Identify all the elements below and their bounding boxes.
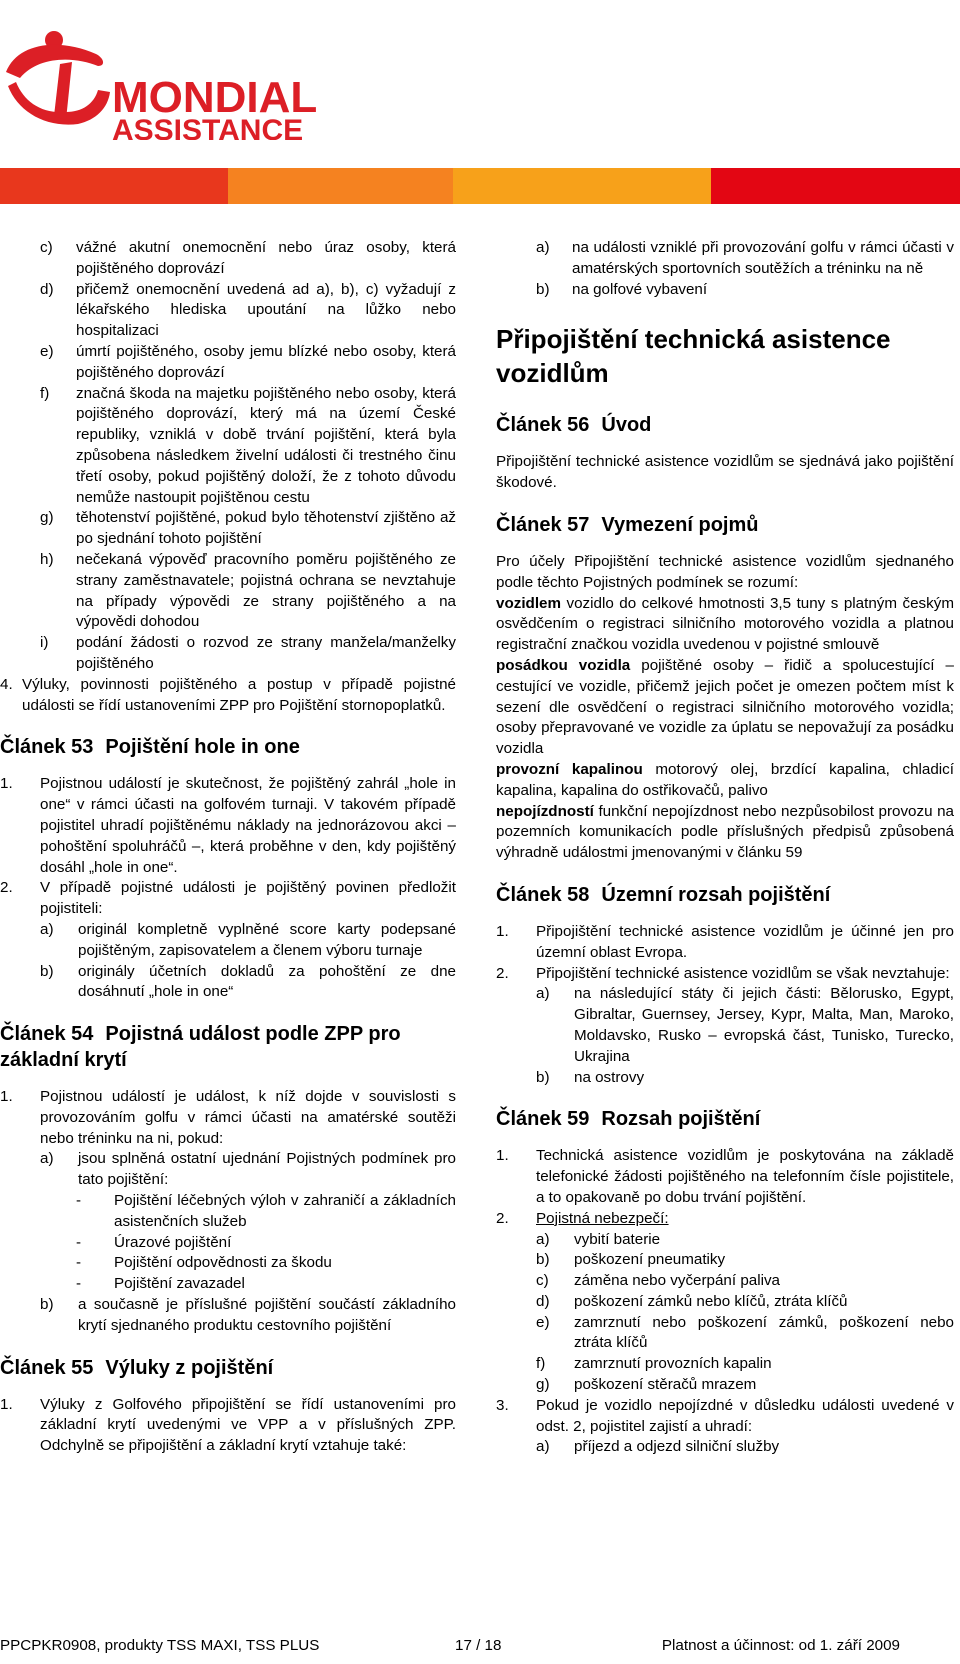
list-item	[0, 1191, 456, 1233]
list-text: Pojištění odpovědnosti za škodu	[114, 1254, 332, 1272]
list-text: Připojištění technické asistence vozidlům se však nevztahuje:	[536, 964, 950, 982]
definition-term: nepojízdností	[496, 802, 594, 820]
list-marker: 4.	[0, 675, 13, 693]
list-text: poškození pneumatiky	[574, 1251, 726, 1269]
list-marker: 2.	[496, 1209, 509, 1227]
list-item	[496, 1292, 954, 1313]
list-text: úmrtí pojištěného, osoby jemu blízké nebo osoby, která pojištěného doprovází	[76, 342, 456, 381]
article-title: Rozsah pojištění	[601, 1108, 761, 1131]
definition-term: posádkou vozidla	[496, 656, 631, 674]
brand-bar-segment	[0, 168, 228, 204]
list-text: Pojištění léčebných výloh v zahraničí a základních asistenčních služeb	[114, 1192, 456, 1230]
list-item	[0, 1274, 456, 1295]
list-marker: b)	[536, 1251, 550, 1269]
list-marker: b)	[40, 1296, 54, 1314]
list-marker: 3.	[496, 1396, 509, 1414]
article-title: Výluky z pojištění	[105, 1356, 274, 1379]
article-number: Článek 58	[496, 883, 590, 906]
list-text: těhotenství pojištěné, pokud bylo těhotenství zjištěno až po sjednání tohoto pojištění	[76, 509, 456, 548]
list-marker: b)	[40, 962, 54, 980]
list-marker: b)	[536, 1068, 550, 1086]
article-heading	[496, 512, 954, 538]
list-item	[0, 550, 456, 633]
article-number: Článek 59	[496, 1108, 590, 1131]
left-column	[0, 238, 456, 1457]
list-marker: 1.	[0, 1395, 13, 1413]
list-text: V případě pojistné události je pojištěný povinen předložit pojistiteli:	[40, 879, 456, 918]
list-text: vážné akutní onemocnění nebo úraz osoby, která pojištěného doprovází	[76, 239, 456, 277]
list-text: Pojistnou událostí je skutečnost, že pojištěný zahrál „hole in one“ v rámci účasti na golfovém turnaji. V takovém případě pojistitel uhradí pojištěnému náklady na jednorázovou akci – pohoštění spoluhráčů –, která proběhne v den, kdy pojištěný dosáhl „hole in one“.	[40, 775, 456, 876]
list-marker: 1.	[496, 1147, 509, 1165]
footer-document-code: PPCPKR0908, produkty TSS MAXI, TSS PLUS	[0, 1637, 320, 1654]
list-marker: g)	[40, 509, 54, 527]
list-text: jsou splněná ostatní ujednání Pojistných podmínek pro tato pojištění:	[78, 1150, 456, 1189]
list-text: poškození zámků nebo klíčů, ztráta klíčů	[574, 1292, 848, 1310]
list-marker: a)	[536, 239, 550, 256]
list-text: na události vzniklé při provozování golfu v rámci účasti v amatérských sportovních soutěžích a tréninku na ně	[572, 239, 954, 277]
definition	[496, 760, 954, 802]
list-item	[0, 878, 456, 920]
list-text: a současně je příslušné pojištění součástí základního krytí sjednaného produktu cestovního pojištění	[78, 1296, 456, 1334]
list-text: Pojistná nebezpečí:	[536, 1209, 669, 1227]
list-marker: e)	[536, 1313, 550, 1331]
article-number: Článek 53	[0, 736, 94, 759]
list-text: Pokud je vozidlo nepojízdné v důsledku události uvedené v odst. 2, pojistitel zajistí a uhradí:	[536, 1396, 954, 1435]
list-marker: 1.	[0, 775, 13, 793]
list-text: Úrazové pojištění	[114, 1233, 232, 1251]
list-marker: 2.	[0, 879, 13, 897]
definition-text: pojištěné osoby – řidič a spolucestující – cestující ve vozidle, přičemž jejich počet je omezen počtem míst k sezení dle osvědčení o registraci silničního motorového vozidla; osoby přepravované ve vozidle za úplatu se nepovažují za posádku vozidla	[496, 656, 954, 758]
list-marker: c)	[536, 1272, 549, 1290]
list-marker: -	[76, 1233, 82, 1251]
list-item	[496, 964, 954, 985]
list-marker: f)	[40, 384, 50, 402]
article-title: Úvod	[601, 414, 652, 437]
list-marker: 2.	[496, 964, 509, 982]
list-item	[0, 280, 456, 342]
brand-bar-segment	[711, 168, 960, 204]
list-item	[496, 1209, 954, 1230]
logo-line2: ASSISTANCE	[112, 114, 304, 140]
article-number: Článek 57	[496, 513, 590, 536]
list-text: na golfové vybavení	[572, 280, 708, 298]
article-heading	[0, 1355, 456, 1381]
definition-text: funkční nepojízdnost nebo nezpůsobilost provozu na pozemních komunikacích podle příslušných předpisů způsobená výhradně událostmi jmenovanými v článku 59	[496, 802, 954, 862]
list-item	[496, 1437, 954, 1458]
article-number: Článek 55	[0, 1356, 94, 1379]
list-item	[0, 384, 456, 509]
list-text: Výluky z Golfového připojištění se řídí ustanoveními pro základní krytí uvedenými ve VPP a v příslušných ZPP. Odchylně se připojištění a základní krytí vztahuje také:	[40, 1395, 456, 1455]
list-marker: -	[76, 1192, 82, 1210]
article-number: Článek 54	[0, 1023, 94, 1046]
article-title: Vymezení pojmů	[601, 513, 759, 536]
list-marker: a)	[536, 1230, 550, 1248]
list-text: Pojistnou událostí je událost, k níž dojde v souvislosti s provozováním golfu v rámci účasti na amatérské soutěži nebo tréninku na ni, pokud:	[40, 1088, 456, 1147]
list-marker: 1.	[0, 1088, 13, 1106]
list-text: Technická asistence vozidlům je poskytována na základě telefonické žádosti pojištěného na telefonním čísle pojistitele, a to opakovaně po dobu trvání pojištění.	[536, 1147, 954, 1206]
paragraph: Pro účely Připojištění technické asistence vozidlům sjednaného podle těchto Pojistných podmínek se rozumí:	[496, 552, 954, 591]
list-item	[496, 1271, 954, 1292]
list-marker: f)	[536, 1355, 546, 1373]
list-item	[496, 280, 954, 301]
list-marker: -	[76, 1254, 82, 1272]
list-marker: 1.	[496, 922, 509, 940]
list-item	[0, 675, 456, 717]
brand-color-bar	[0, 168, 960, 204]
list-text: originály účetních dokladů za pohoštění ze dne dosáhnutí „hole in one“	[78, 962, 456, 1001]
list-marker: a)	[536, 1438, 550, 1456]
list-item	[0, 1087, 456, 1149]
list-item	[0, 962, 456, 1004]
list-marker: d)	[536, 1292, 550, 1310]
list-text: příjezd a odjezd silniční služby	[574, 1438, 780, 1456]
list-marker: h)	[40, 550, 54, 568]
list-marker: a)	[40, 1150, 54, 1168]
list-text: Pojištění zavazadel	[114, 1275, 245, 1293]
list-marker: i)	[40, 634, 49, 652]
definition	[496, 802, 954, 864]
definition-text: vozidlo do celkové hmotnosti 3,5 tuny s platným českým osvědčením o registraci silničního motorového vozidla a platnou registrační značkou vozidla uvedenou v pojistné smlouvě	[496, 594, 954, 654]
definition-term: vozidlem	[496, 594, 561, 612]
definition-term: provozní kapalinou	[496, 760, 643, 778]
list-text: vybití baterie	[574, 1230, 661, 1248]
logo-line1: MONDIAL	[112, 73, 318, 122]
list-item	[0, 508, 456, 550]
list-text: přičemž onemocnění uvedená ad a), b), c) vyžadují z lékařského hlediska upoutání na lůžko nebo hospitalizaci	[76, 280, 456, 340]
list-marker: d)	[40, 280, 54, 298]
list-text: zamrznutí provozních kapalin	[574, 1355, 772, 1373]
list-item	[496, 984, 954, 1067]
mondial-assistance-logo	[0, 20, 360, 140]
list-item	[496, 1230, 954, 1251]
definition	[496, 594, 954, 656]
list-text: záměna nebo vyčerpání paliva	[574, 1272, 781, 1290]
list-item	[496, 1375, 954, 1396]
paragraph: Připojištění technické asistence vozidlům se sjednává jako pojištění škodové.	[496, 453, 954, 492]
list-item	[0, 1233, 456, 1254]
list-item	[496, 1354, 954, 1375]
list-item	[0, 920, 456, 962]
list-marker: a)	[40, 920, 54, 938]
footer-page-number: 17 / 18	[455, 1637, 502, 1654]
article-heading	[496, 412, 954, 438]
article-heading	[496, 1106, 954, 1132]
article-number: Článek 56	[496, 414, 590, 437]
list-item	[0, 1295, 456, 1337]
list-text: na ostrovy	[574, 1068, 645, 1086]
list-marker: -	[76, 1275, 82, 1293]
definition	[496, 656, 954, 760]
list-item	[0, 633, 456, 675]
article-title: Pojištění hole in one	[105, 736, 300, 759]
list-marker: c)	[40, 239, 53, 256]
footer-validity: Platnost a účinnost: od 1. září 2009	[661, 1637, 900, 1654]
brand-bar-segment	[228, 168, 453, 204]
brand-bar-segment	[453, 168, 711, 204]
list-text: Výluky, povinnosti pojištěného a postup v případě pojistné události se řídí ustanoveními ZPP pro Pojištění stornopoplatků.	[22, 675, 456, 714]
list-item	[0, 342, 456, 384]
article-title: Pojistná událost podle ZPP pro základní krytí	[0, 1023, 401, 1072]
list-item	[496, 1146, 954, 1208]
list-item	[0, 238, 456, 280]
list-text: podání žádosti o rozvod ze strany manžela/manželky pojištěného	[76, 634, 456, 672]
list-item	[0, 1253, 456, 1274]
list-item	[496, 238, 954, 280]
section-heading: Připojištění technická asistence vozidlům	[496, 324, 891, 389]
list-marker: b)	[536, 280, 550, 298]
list-text: zamrznutí nebo poškození zámků, poškození nebo ztráta klíčů	[574, 1313, 954, 1352]
list-text: značná škoda na majetku pojištěného nebo osoby, která pojištěného doprovází, který má na území České republiky, vzniklá v době trvání pojištění, která byla způsobena následkem živelní události či trestného činu třetí osoby, pokud pojištěný doloží, že z tohoto důvodu nemůže nastoupit pojištěnou cestu	[76, 384, 456, 506]
list-item	[0, 774, 456, 878]
list-text: nečekaná výpověď pracovního poměru pojištěného ze strany zaměstnavatele; pojistná ochrana se nevztahuje na případy výpovědi ze strany pojištěného a na výpovědi dohodou	[76, 550, 456, 631]
list-text: originál kompletně vyplněné score karty podepsané pojištěným, zapisovatelem a členem výboru turnaje	[78, 920, 456, 959]
list-item	[496, 922, 954, 964]
definition-text: motorový olej, brzdící kapalina, chladicí kapalina, kapalina do ostřikovačů, palivo	[496, 760, 954, 799]
list-item	[0, 1395, 456, 1457]
page-footer	[0, 1637, 960, 1661]
list-text: Připojištění technické asistence vozidlům je účinné jen pro územní oblast Evropa.	[536, 922, 954, 961]
list-text: poškození stěračů mrazem	[574, 1376, 757, 1394]
list-item	[496, 1313, 954, 1355]
article-heading	[496, 882, 954, 908]
list-item	[496, 1068, 954, 1089]
article-title: Územní rozsah pojištění	[601, 883, 831, 906]
list-item	[496, 1396, 954, 1438]
list-marker: a)	[536, 985, 550, 1003]
list-marker: g)	[536, 1376, 550, 1394]
right-column	[496, 238, 954, 1458]
list-text: na následující státy či jejich části: Bělorusko, Egypt, Gibraltar, Guernsey, Jersey, Kypr, Malta, Man, Maroko, Moldavsko, Rusko – evropská část, Tunisko, Turecko, Ukrajina	[574, 985, 954, 1065]
list-item	[0, 1149, 456, 1191]
article-heading	[0, 1021, 456, 1073]
list-marker: e)	[40, 342, 54, 360]
article-heading	[0, 734, 456, 760]
list-item	[496, 1250, 954, 1271]
